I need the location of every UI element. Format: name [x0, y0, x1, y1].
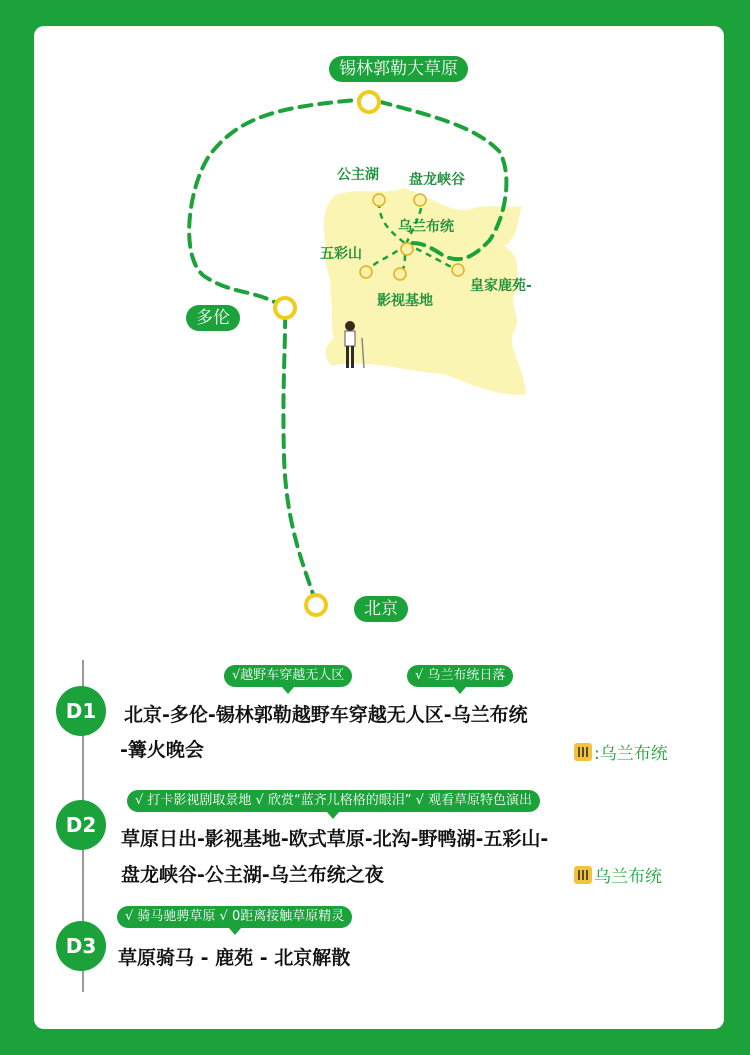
day-1-badge: D1: [56, 686, 106, 736]
label-gongzhu-lake: 公主湖: [337, 167, 379, 183]
stop-beijing-marker: [306, 595, 326, 615]
dot-ulanbutong: [401, 243, 413, 255]
dot-deerpark: [452, 264, 464, 276]
dot-panlong: [414, 194, 426, 206]
d2-highlights: √ 打卡影视剧取景地 √ 欣赏“蓝齐儿格格的眼泪” √ 观看草原特色演出: [127, 790, 540, 812]
stop-beijing-label: 北京: [354, 596, 408, 622]
route-map: [34, 26, 724, 646]
stop-xilingol-label: 锡林郭勒大草原: [329, 56, 468, 82]
dot-film: [394, 268, 406, 280]
d1-hotel: [574, 739, 668, 764]
d3-route-line1: 草原骑马 - 鹿苑 - 北京解散: [118, 947, 351, 969]
label-ulanbutong: 乌兰布统: [398, 219, 454, 235]
itinerary-card: [34, 26, 724, 1029]
d2-route-line1: 草原日出-影视基地-欧式草原-北沟-野鸭湖-五彩山-: [121, 828, 549, 850]
d2-hotel: [574, 862, 662, 887]
stop-xilingol-marker: [359, 92, 379, 112]
stop-duolun-label: 多伦: [186, 305, 240, 331]
label-film-base: 影视基地: [377, 293, 433, 309]
label-wucai-mountain: 五彩山: [320, 246, 362, 262]
d1-route-line1: 北京-多伦-锡林郭勒越野车穿越无人区-乌兰布统: [124, 704, 528, 726]
dot-wucai: [360, 266, 372, 278]
d1-highlight-2: √ 乌兰布统日落: [407, 665, 513, 687]
d2-hotel-name: 乌兰布统: [594, 867, 662, 887]
hotel-icon: [574, 866, 592, 884]
label-panlong-gorge: 盘龙峡谷: [409, 172, 465, 188]
day-2-badge: D2: [56, 800, 106, 850]
label-royal-deer-park: 皇家鹿苑-: [470, 278, 532, 294]
d2-route-line2: 盘龙峡谷-公主湖-乌兰布统之夜: [121, 864, 384, 886]
dot-gongzhu: [373, 194, 385, 206]
d1-route-line2: -篝火晚会: [120, 739, 204, 761]
d3-highlights: √ 骑马驰骋草原 √ 0距离接触草原精灵: [117, 906, 352, 928]
d1-highlight-1: √越野车穿越无人区: [224, 665, 352, 687]
stop-duolun-marker: [275, 298, 295, 318]
hotel-icon: [574, 743, 592, 761]
day-3-badge: D3: [56, 921, 106, 971]
d1-hotel-name: :乌兰布统: [594, 744, 668, 764]
